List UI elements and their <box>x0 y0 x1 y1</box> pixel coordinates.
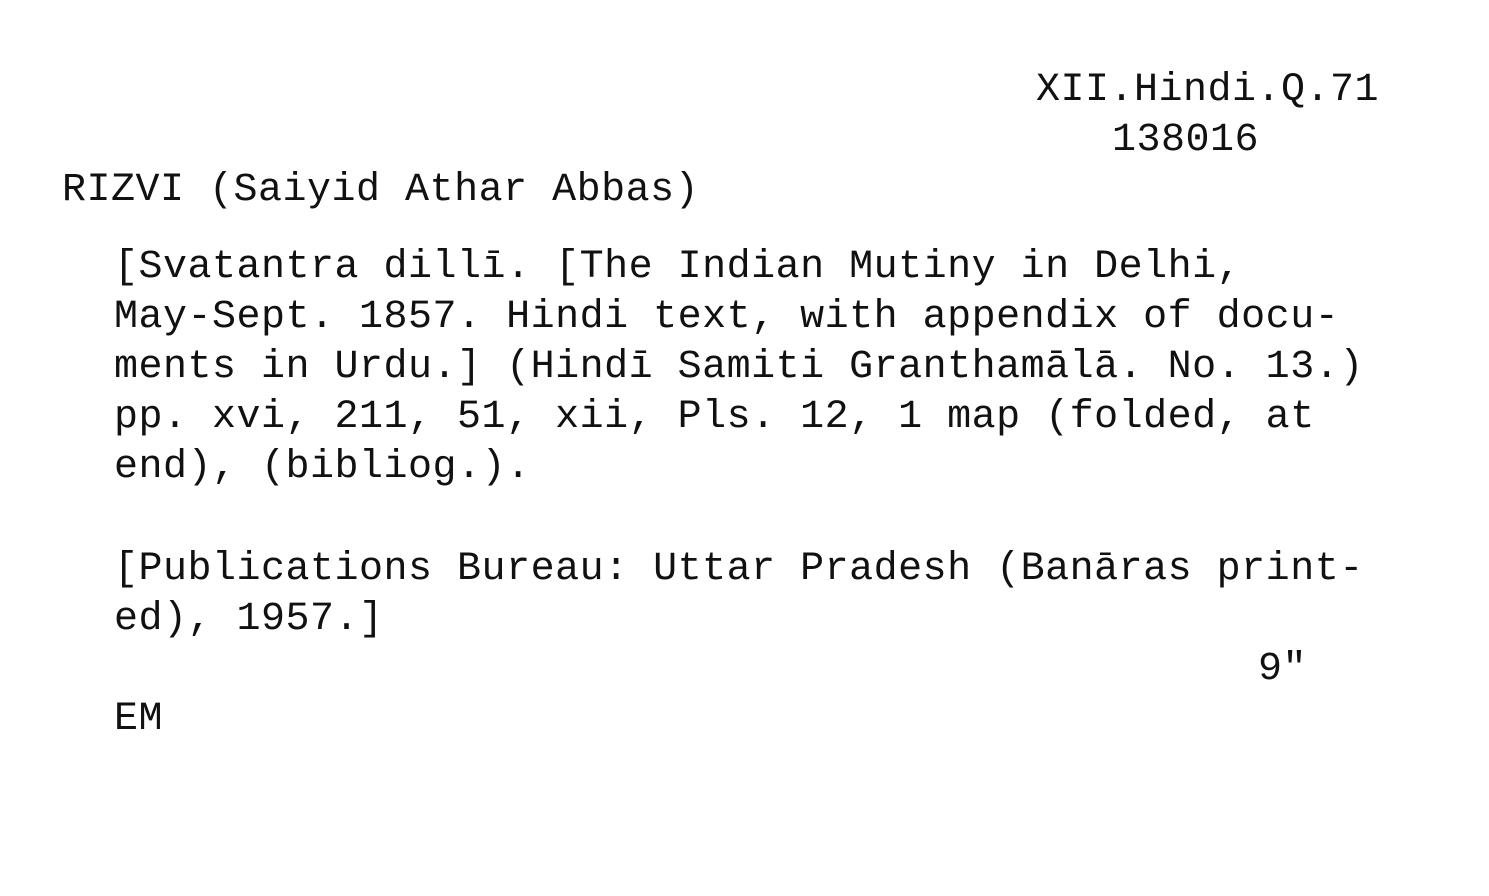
shelfmark: XII.Hindi.Q.71 <box>1036 68 1380 113</box>
imprint-line: [Publications Bureau: Uttar Pradesh (Banāras print- <box>114 547 1364 592</box>
description-line: pp. xvi, 211, 51, xii, Pls. 12, 1 map (folded, at <box>114 395 1315 440</box>
author-heading: RIZVI (Saiyid Athar Abbas) <box>62 168 700 213</box>
size-note: 9" <box>1258 647 1308 692</box>
description-line: ments in Urdu.] (Hindī Samiti Granthamālā. No. 13.) <box>114 345 1364 390</box>
bibliographic-description <box>114 243 1364 493</box>
cataloguer-initials: EM <box>114 697 164 742</box>
description-line: [Svatantra dillī. [The Indian Mutiny in Delhi, <box>114 245 1242 290</box>
imprint-line: ed), 1957.] <box>114 597 384 642</box>
imprint <box>114 545 1364 645</box>
description-line: end), (bibliog.). <box>114 445 531 490</box>
description-line: May-Sept. 1857. Hindi text, with appendix of docu- <box>114 295 1340 340</box>
accession-number: 138016 <box>1112 118 1260 163</box>
